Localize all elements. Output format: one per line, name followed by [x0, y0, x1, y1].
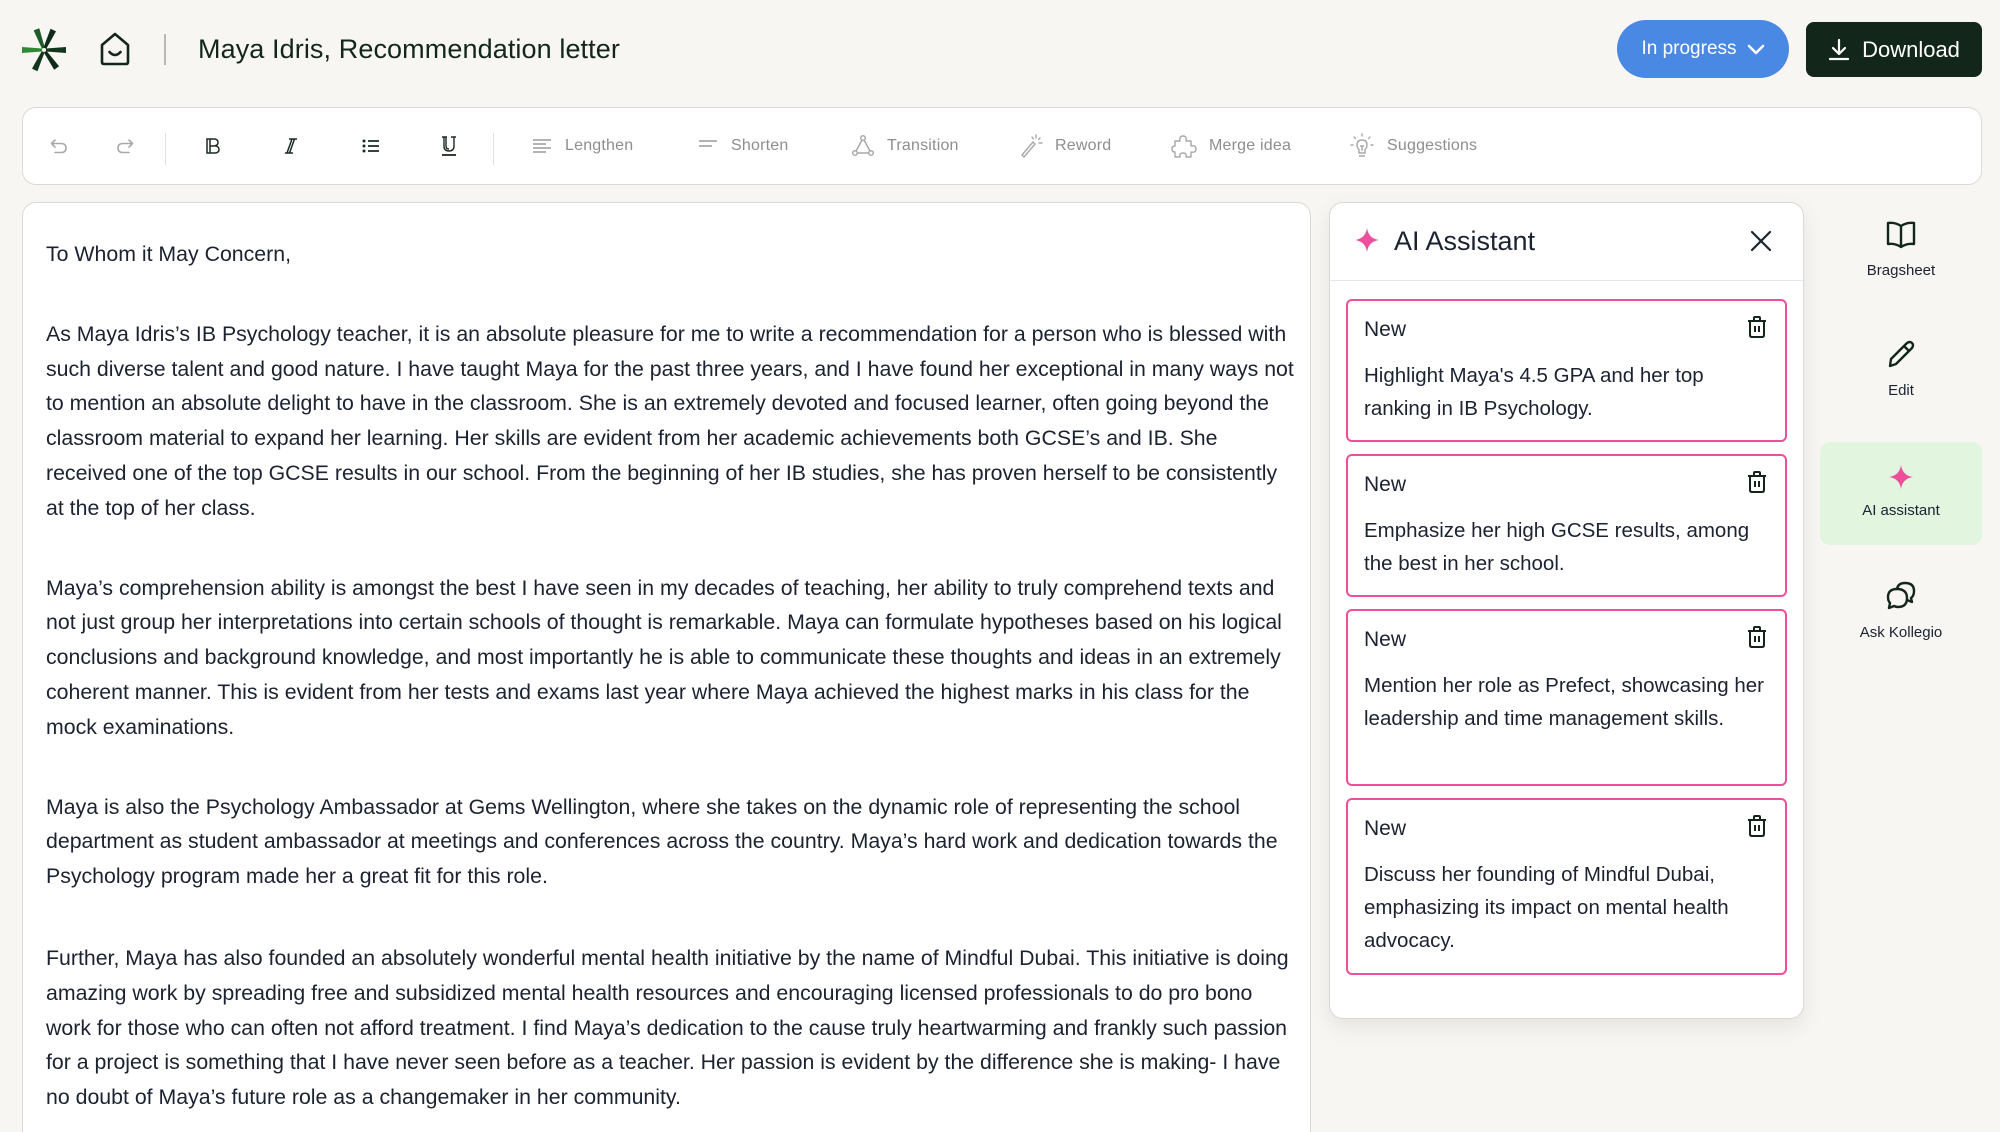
- suggestion-text: Mention her role as Prefect, showcasing her leadership and time management skills.: [1364, 674, 1764, 730]
- suggestion-card[interactable]: [1346, 609, 1787, 786]
- rail-label: Edit: [1888, 382, 1914, 399]
- download-label: Download: [1862, 36, 1960, 62]
- close-icon[interactable]: [1748, 228, 1774, 254]
- underline-icon: [439, 135, 459, 157]
- trash-icon[interactable]: [1746, 470, 1768, 494]
- redo-icon: [115, 136, 135, 156]
- chat-bubbles-icon: [1884, 580, 1918, 612]
- new-badge: New: [1364, 817, 1407, 840]
- ai-assistant-panel: [1329, 202, 1804, 1019]
- bullet-list-icon: [361, 136, 381, 156]
- transition-button[interactable]: [851, 108, 959, 183]
- sparkle-icon: [1888, 464, 1914, 490]
- download-button[interactable]: [1806, 22, 1982, 77]
- salutation: To Whom it May Concern,: [46, 242, 291, 266]
- toolbar-separator: [493, 133, 494, 165]
- merge-idea-label: Merge idea: [1209, 136, 1292, 154]
- rail-item-bragsheet[interactable]: [1820, 220, 1982, 290]
- rail-item-ask-kollegio[interactable]: [1820, 580, 1982, 652]
- editor-toolbar: [22, 107, 1982, 185]
- kollegio-logo[interactable]: [20, 26, 68, 74]
- transition-label: Transition: [887, 136, 959, 154]
- paragraph: As Maya Idris’s IB Psychology teacher, it is an absolute pleasure for me to write a recommendation for a person who is blessed with such diverse talent and good nature. I have taught Maya for the past three years, and I have found her exceptional in many ways not to mention an absolute delight to have in the classroom. She is an extremely devoted and focused learner, often going beyond the classroom material to expand her learning. Her skills are evident from her academic achievements both GCSE’s and IB. She received one of the top GCSE results in our school. From the beginning of her IB studies, she has proven herself to be consistently at the top of her class.: [46, 321, 1294, 520]
- suggestion-card[interactable]: [1346, 798, 1787, 975]
- puzzle-icon: [1171, 133, 1197, 159]
- rail-label: AI assistant: [1862, 502, 1940, 519]
- short-lines-icon: [697, 136, 719, 156]
- header-divider: [164, 34, 166, 65]
- bold-button[interactable]: [203, 108, 223, 183]
- italic-button[interactable]: [281, 108, 301, 183]
- rail-label: Bragsheet: [1866, 262, 1936, 279]
- undo-icon: [49, 136, 69, 156]
- align-left-icon: [531, 136, 553, 156]
- trash-icon[interactable]: [1746, 625, 1768, 649]
- redo-button[interactable]: [115, 108, 135, 183]
- triangle-nodes-icon: [851, 134, 875, 158]
- lengthen-button[interactable]: [531, 108, 633, 183]
- reword-label: Reword: [1055, 136, 1112, 154]
- lengthen-label: Lengthen: [565, 136, 634, 154]
- suggestion-card[interactable]: [1346, 299, 1787, 442]
- suggestion-card[interactable]: [1346, 454, 1787, 597]
- status-dropdown-button[interactable]: [1617, 20, 1789, 78]
- suggestion-text: Discuss her founding of Mindful Dubai, emphasizing its impact on mental health advocacy.: [1364, 863, 1729, 952]
- trash-icon[interactable]: [1746, 315, 1768, 339]
- sparkle-icon: [1354, 227, 1380, 253]
- paragraph: Further, Maya has also founded an absolutely wonderful mental health initiative by the name of Mindful Dubai. This initiative is doing amazing work by spreading free and subsidized mental health resources and encouraging licensed professionals to do pro bono work for those who can often not afford treatment. I find Maya’s dedication to the cause truly heartwarming and frankly such passion for a project is something that I have never seen before as a teacher. Her passion is evident by the difference she is making- I have no doubt of Maya’s future role as a changemaker in her community.: [46, 945, 1289, 1110]
- bullet-list-button[interactable]: [361, 108, 381, 183]
- toolbar-separator: [165, 133, 166, 165]
- new-badge: New: [1364, 473, 1407, 496]
- logo-asterisk-icon: [20, 26, 68, 74]
- download-icon: [1828, 38, 1850, 62]
- merge-idea-button[interactable]: [1171, 108, 1291, 183]
- ai-panel-header: [1330, 203, 1803, 281]
- undo-button[interactable]: [49, 108, 69, 183]
- document-editor[interactable]: [22, 202, 1311, 1132]
- paragraph: Maya’s comprehension ability is amongst the best I have seen in my decades of teaching, her ability to truly comprehend texts and not just group her interpretations into certain schools of thought is remarkable. Maya can formulate hypotheses based on his logical conclusions and background knowledge, and most importantly he is able to communicate these thoughts and ideas in an extremely coherent manner. This is evident from her tests and exams last year where Maya achieved the highest marks in his class for the mock examinations.: [46, 575, 1282, 739]
- paragraph: Maya is also the Psychology Ambassador at Gems Wellington, where she takes on the dynamic role of representing the school department as student ambassador at meetings and conferences across the country. Maya’s hard work and dedication towards the Psychology program made her a great fit for this role.: [46, 794, 1278, 889]
- suggestions-button[interactable]: [1349, 108, 1477, 183]
- lightbulb-icon: [1349, 133, 1375, 159]
- home-icon: [98, 31, 132, 67]
- book-open-icon: [1885, 220, 1917, 250]
- suggestion-text: Emphasize her high GCSE results, among the best in her school.: [1364, 519, 1750, 575]
- reword-button[interactable]: [1019, 108, 1111, 183]
- shorten-button[interactable]: [697, 108, 788, 183]
- home-button[interactable]: [98, 31, 132, 67]
- shorten-label: Shorten: [731, 136, 789, 154]
- new-badge: New: [1364, 628, 1407, 651]
- document-body[interactable]: [46, 237, 1296, 1115]
- italic-icon: [281, 136, 301, 156]
- ai-panel-title: AI Assistant: [1394, 226, 1536, 256]
- magic-wand-icon: [1019, 134, 1043, 158]
- suggestion-text: Highlight Maya's 4.5 GPA and her top ranking in IB Psychology.: [1364, 364, 1704, 420]
- rail-item-edit[interactable]: [1820, 338, 1982, 410]
- status-label: In progress: [1641, 38, 1737, 59]
- rail-label: Ask Kollegio: [1859, 624, 1943, 641]
- new-badge: New: [1364, 318, 1407, 341]
- underline-button[interactable]: [439, 108, 459, 183]
- suggestions-label: Suggestions: [1387, 136, 1478, 154]
- trash-icon[interactable]: [1746, 814, 1768, 838]
- rail-item-ai-assistant[interactable]: [1820, 442, 1982, 545]
- chevron-down-icon: [1747, 43, 1765, 55]
- document-title: Maya Idris, Recommendation letter: [198, 34, 620, 64]
- bold-icon: [203, 136, 223, 156]
- pencil-icon: [1885, 338, 1917, 370]
